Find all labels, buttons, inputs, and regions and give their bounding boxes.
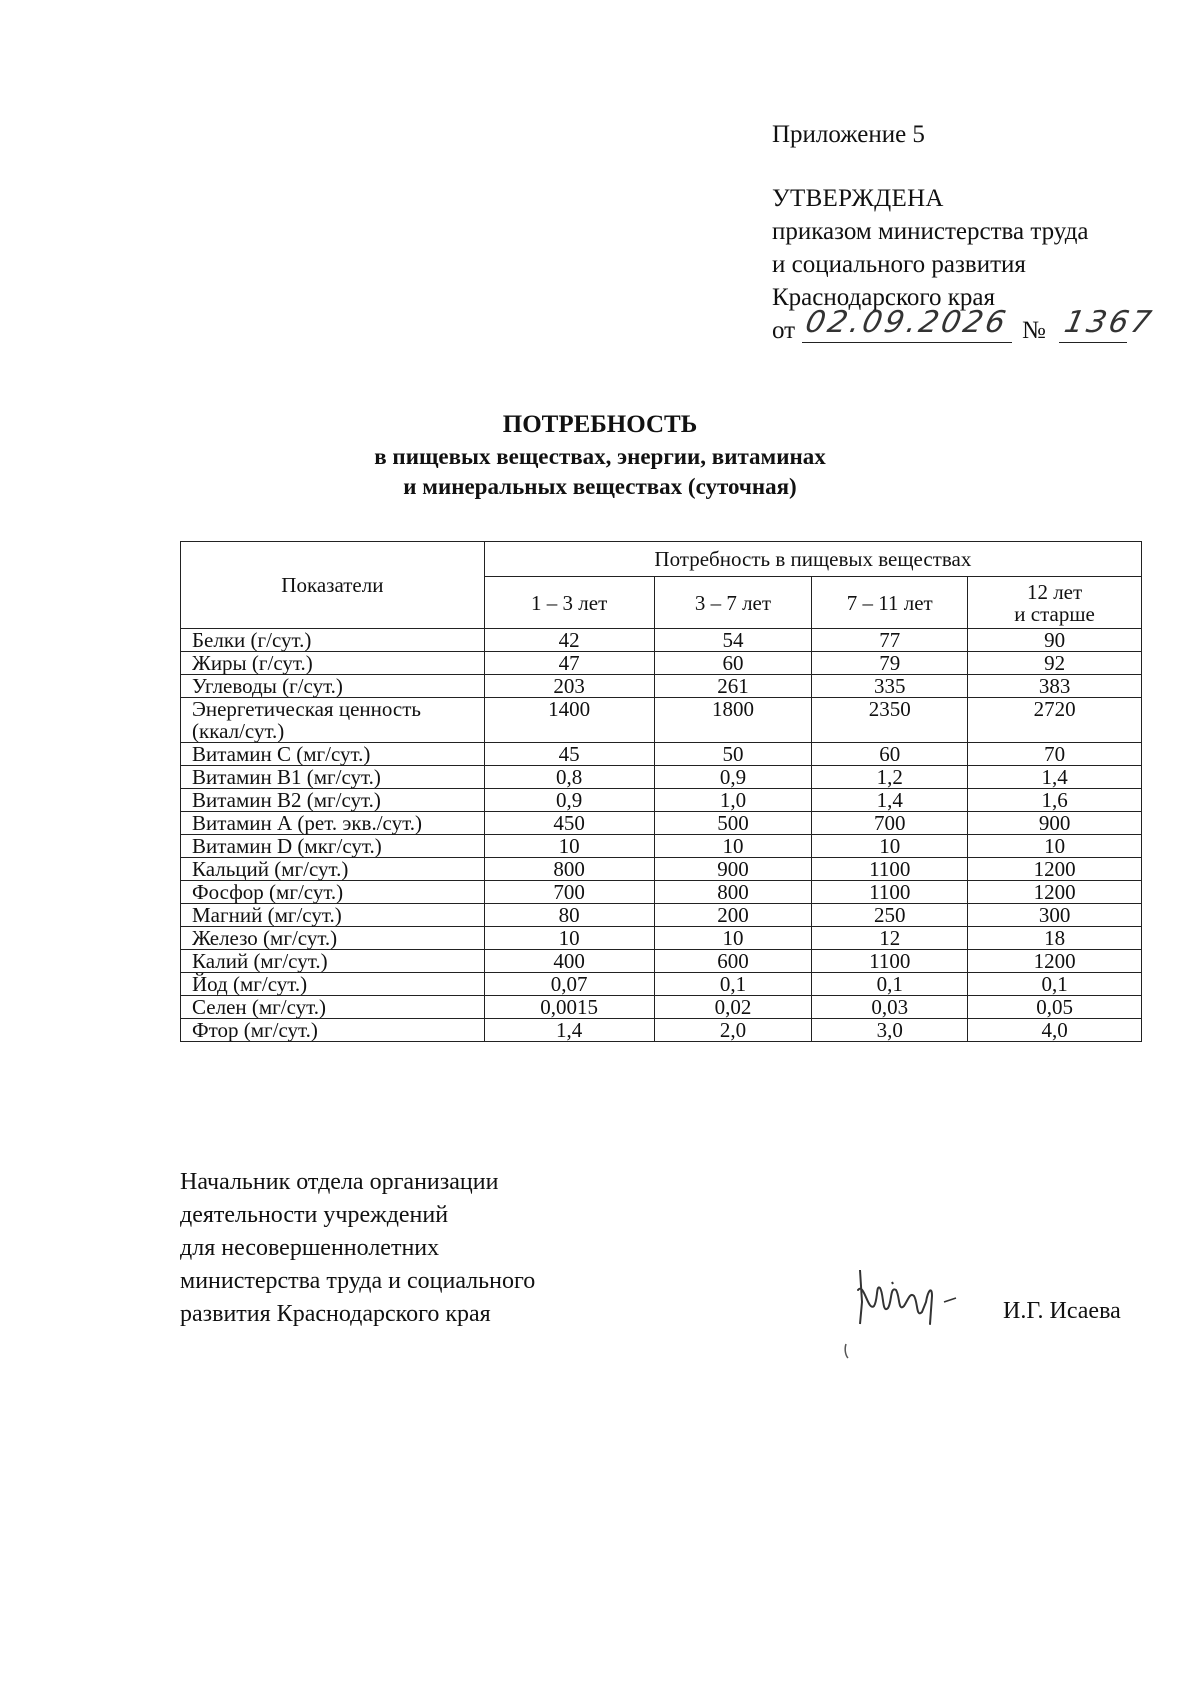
value-cell: 700 xyxy=(812,812,968,835)
value-cell: 60 xyxy=(812,743,968,766)
age-group-header: 3 – 7 лет xyxy=(654,577,812,629)
approval-block xyxy=(772,118,1158,352)
value-cell: 70 xyxy=(968,743,1142,766)
table-row xyxy=(181,1019,1142,1042)
indicator-cell: Витамин В2 (мг/сут.) xyxy=(181,789,485,812)
value-cell: 203 xyxy=(484,675,654,698)
value-cell: 77 xyxy=(812,629,968,652)
value-cell: 60 xyxy=(654,652,812,675)
value-cell: 1400 xyxy=(484,698,654,743)
value-cell: 1200 xyxy=(968,858,1142,881)
value-cell: 2,0 xyxy=(654,1019,812,1042)
signer-position-line: для несовершеннолетних xyxy=(180,1235,440,1261)
indicator-header: Показатели xyxy=(181,542,485,629)
table-row xyxy=(181,950,1142,973)
value-cell: 1,6 xyxy=(968,789,1142,812)
value-cell: 0,05 xyxy=(968,996,1142,1019)
table-row xyxy=(181,675,1142,698)
value-cell: 79 xyxy=(812,652,968,675)
value-cell: 1,4 xyxy=(968,766,1142,789)
value-cell: 2350 xyxy=(812,698,968,743)
value-cell: 0,9 xyxy=(484,789,654,812)
value-cell: 10 xyxy=(484,835,654,858)
indicator-cell: Магний (мг/сут.) xyxy=(181,904,485,927)
value-cell: 1,4 xyxy=(484,1019,654,1042)
value-cell: 45 xyxy=(484,743,654,766)
value-cell: 0,02 xyxy=(654,996,812,1019)
value-cell: 700 xyxy=(484,881,654,904)
order-line xyxy=(772,305,1158,352)
value-cell: 261 xyxy=(654,675,812,698)
table-row xyxy=(181,812,1142,835)
value-cell: 10 xyxy=(484,927,654,950)
value-cell: 1200 xyxy=(968,950,1142,973)
value-cell: 800 xyxy=(484,858,654,881)
value-cell: 18 xyxy=(968,927,1142,950)
indicator-cell: Витамин С (мг/сут.) xyxy=(181,743,485,766)
table-row xyxy=(181,629,1142,652)
indicator-cell: Витамин А (рет. экв./сут.) xyxy=(181,812,485,835)
age-group-header: 1 – 3 лет xyxy=(484,577,654,629)
value-cell: 1100 xyxy=(812,881,968,904)
value-cell: 4,0 xyxy=(968,1019,1142,1042)
table-row xyxy=(181,904,1142,927)
value-cell: 10 xyxy=(654,835,812,858)
appendix-label: Приложение 5 xyxy=(772,121,925,148)
indicator-cell: Калий (мг/сут.) xyxy=(181,950,485,973)
value-cell: 2720 xyxy=(968,698,1142,743)
value-cell: 47 xyxy=(484,652,654,675)
handwritten-date: 02.09.2026 xyxy=(802,305,1012,340)
handwritten-number: 1367 xyxy=(1061,305,1158,340)
value-cell: 383 xyxy=(968,675,1142,698)
table-row xyxy=(181,652,1142,675)
indicator-cell: Йод (мг/сут.) xyxy=(181,973,485,996)
indicator-cell: Витамин D (мкг/сут.) xyxy=(181,835,485,858)
value-cell: 300 xyxy=(968,904,1142,927)
value-cell: 400 xyxy=(484,950,654,973)
value-cell: 450 xyxy=(484,812,654,835)
value-cell: 3,0 xyxy=(812,1019,968,1042)
value-cell: 0,9 xyxy=(654,766,812,789)
table-row xyxy=(181,881,1142,904)
value-cell: 0,8 xyxy=(484,766,654,789)
value-cell: 250 xyxy=(812,904,968,927)
approved-label: УТВЕРЖДЕНА xyxy=(772,185,944,212)
value-cell: 90 xyxy=(968,629,1142,652)
indicator-cell: Витамин В1 (мг/сут.) xyxy=(181,766,485,789)
value-cell: 1,4 xyxy=(812,789,968,812)
title-line: в пищевых веществах, энергии, витаминах xyxy=(374,444,826,469)
signer-position-line: деятельности учреждений xyxy=(180,1202,449,1228)
document-title xyxy=(0,410,1200,502)
table-row xyxy=(181,858,1142,881)
signer-name: И.Г. Исаева xyxy=(1003,1298,1121,1324)
indicator-cell: Селен (мг/сут.) xyxy=(181,996,485,1019)
table-body xyxy=(181,629,1142,1042)
indicator-cell: Фосфор (мг/сут.) xyxy=(181,881,485,904)
value-cell: 0,07 xyxy=(484,973,654,996)
value-cell: 1800 xyxy=(654,698,812,743)
value-cell: 1,2 xyxy=(812,766,968,789)
table-row xyxy=(181,835,1142,858)
table-row xyxy=(181,927,1142,950)
value-cell: 0,03 xyxy=(812,996,968,1019)
approval-line: Краснодарского края xyxy=(772,284,995,311)
value-cell: 12 xyxy=(812,927,968,950)
value-cell: 1100 xyxy=(812,950,968,973)
title-line: и минеральных веществах (суточная) xyxy=(403,474,797,499)
table-row xyxy=(181,766,1142,789)
signer-position-line: развития Краснодарского края xyxy=(180,1301,491,1327)
title-main: ПОТРЕБНОСТЬ xyxy=(502,411,698,438)
value-cell: 500 xyxy=(654,812,812,835)
signer-position-line: министерства труда и социального xyxy=(180,1268,536,1294)
indicator-cell: Углеводы (г/сут.) xyxy=(181,675,485,698)
value-cell: 10 xyxy=(968,835,1142,858)
value-cell: 1200 xyxy=(968,881,1142,904)
value-cell: 900 xyxy=(654,858,812,881)
from-label: от xyxy=(772,317,796,344)
value-cell: 0,1 xyxy=(968,973,1142,996)
table-row xyxy=(181,973,1142,996)
value-cell: 1,0 xyxy=(654,789,812,812)
order-date-field xyxy=(802,306,1012,343)
table-row xyxy=(181,789,1142,812)
value-cell: 1100 xyxy=(812,858,968,881)
value-cell: 600 xyxy=(654,950,812,973)
number-label: № xyxy=(1022,317,1046,344)
value-cell: 0,1 xyxy=(654,973,812,996)
nutrient-norms-table xyxy=(180,541,1142,1042)
value-cell: 10 xyxy=(812,835,968,858)
order-number-field xyxy=(1059,305,1158,343)
handwritten-signature xyxy=(840,1262,970,1372)
indicator-cell: Фтор (мг/сут.) xyxy=(181,1019,485,1042)
signer-position-line: Начальник отдела организации xyxy=(180,1169,499,1195)
approval-line: и социального развития xyxy=(772,251,1026,278)
table-row xyxy=(181,698,1142,743)
indicator-cell: Жиры (г/сут.) xyxy=(181,652,485,675)
signature-block xyxy=(180,1166,535,1331)
indicator-cell: Белки (г/сут.) xyxy=(181,629,485,652)
indicator-cell: Кальций (мг/сут.) xyxy=(181,858,485,881)
value-cell: 54 xyxy=(654,629,812,652)
table-row xyxy=(181,996,1142,1019)
age-group-header: 7 – 11 лет xyxy=(812,577,968,629)
table-row xyxy=(181,743,1142,766)
indicator-cell: Энергетическая ценность (ккал/сут.) xyxy=(181,698,485,743)
value-cell: 50 xyxy=(654,743,812,766)
approval-line: приказом министерства труда xyxy=(772,218,1089,245)
value-cell: 92 xyxy=(968,652,1142,675)
value-cell: 900 xyxy=(968,812,1142,835)
group-header: Потребность в пищевых веществах xyxy=(484,542,1141,577)
value-cell: 0,1 xyxy=(812,973,968,996)
value-cell: 200 xyxy=(654,904,812,927)
indicator-cell: Железо (мг/сут.) xyxy=(181,927,485,950)
value-cell: 0,0015 xyxy=(484,996,654,1019)
value-cell: 800 xyxy=(654,881,812,904)
value-cell: 335 xyxy=(812,675,968,698)
value-cell: 80 xyxy=(484,904,654,927)
value-cell: 42 xyxy=(484,629,654,652)
age-group-header: 12 лет и старше xyxy=(968,577,1142,629)
value-cell: 10 xyxy=(654,927,812,950)
